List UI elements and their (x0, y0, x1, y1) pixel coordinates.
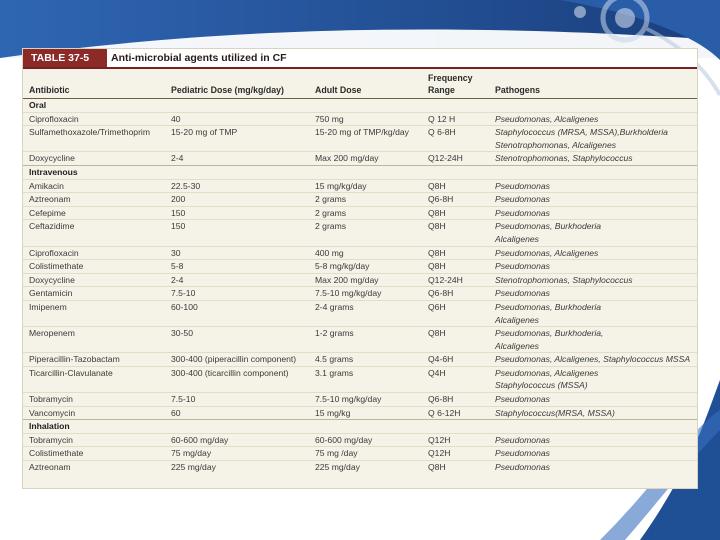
table-row (23, 433, 697, 447)
header-antibiotic: Antibiotic (23, 69, 165, 99)
section-title: Oral (29, 100, 47, 110)
cell-pediatric: 150 (165, 220, 309, 246)
pathogen-line: Pseudomonas (495, 394, 550, 405)
header-frequency-line2: Range (428, 85, 455, 95)
cell-frequency: Q6-8H (422, 193, 489, 207)
table-number-badge: TABLE 37-5 (23, 49, 107, 67)
cell-adult: 7.5-10 mg/kg/day (309, 287, 422, 301)
cell-pathogens (489, 179, 697, 193)
header-frequency (422, 69, 489, 99)
pathogen-line: Staphylococcus (MSSA) (495, 380, 588, 391)
cell-antibiotic: Colistimethate (23, 260, 165, 274)
table-row (23, 193, 697, 207)
cell-pathogens (489, 206, 697, 220)
pathogen-line: Pseudomonas (495, 261, 550, 272)
pathogen-line: Pseudomonas (495, 462, 550, 473)
table-row (23, 273, 697, 287)
pathogen-line: Pseudomonas, Alcaligenes, Staphylococcus MSSA (495, 354, 691, 365)
cell-adult: 2 grams (309, 193, 422, 207)
cell-adult: 7.5-10 mg/kg/day (309, 393, 422, 407)
cell-adult: 3.1 grams (309, 366, 422, 392)
cell-frequency: Q12-24H (422, 152, 489, 166)
cell-adult: 2-4 grams (309, 300, 422, 326)
cell-adult: 5-8 mg/kg/day (309, 260, 422, 274)
cell-pediatric: 7.5-10 (165, 393, 309, 407)
pathogen-line: Stenotrophomonas, Staphylococcus (495, 153, 633, 164)
cell-frequency: Q6-8H (422, 393, 489, 407)
pathogen-line: Pseudomonas (495, 434, 550, 445)
cell-antibiotic: Gentamicin (23, 287, 165, 301)
cell-adult: 225 mg/day (309, 461, 422, 474)
section-title: Inhalation (23, 420, 697, 434)
cell-pathogens (489, 260, 697, 274)
cell-pathogens (489, 112, 697, 126)
cell-frequency: Q8H (422, 246, 489, 260)
cell-antibiotic: Imipenem (23, 300, 165, 326)
cell-pathogens (489, 300, 697, 326)
table-body (23, 99, 697, 474)
cell-adult: 60-600 mg/day (309, 433, 422, 447)
table-title-bar (23, 49, 697, 69)
table-title: Anti-microbial agents utilized in CF (111, 52, 287, 64)
cell-frequency: Q4H (422, 366, 489, 392)
cell-frequency: Q6H (422, 300, 489, 326)
cell-frequency: Q8H (422, 179, 489, 193)
cell-adult: 2 grams (309, 206, 422, 220)
cell-frequency: Q12H (422, 433, 489, 447)
cell-adult: Max 200 mg/day (309, 273, 422, 287)
table-row (23, 353, 697, 367)
cell-antibiotic: Cefepime (23, 206, 165, 220)
pathogen-line: Pseudomonas, Alcaligenes (495, 367, 599, 378)
cell-antibiotic: Tobramycin (23, 433, 165, 447)
table-row (23, 112, 697, 126)
cell-pediatric: 2-4 (165, 152, 309, 166)
cell-pathogens (489, 220, 697, 246)
pathogen-line: Alcaligenes (495, 233, 539, 244)
pathogen-line: Pseudomonas (495, 288, 550, 299)
cell-adult: 2 grams (309, 220, 422, 246)
cell-pathogens (489, 393, 697, 407)
cell-pathogens (489, 152, 697, 166)
section-row (23, 165, 697, 179)
cell-pathogens (489, 406, 697, 420)
pathogen-line: Alcaligenes (495, 340, 539, 351)
cell-pediatric: 60 (165, 406, 309, 420)
drug-table (23, 49, 697, 488)
cell-pediatric: 22.5-30 (165, 179, 309, 193)
table-row (23, 406, 697, 420)
section-row (23, 420, 697, 434)
cell-antibiotic: Ticarcillin-Clavulanate (23, 366, 165, 392)
cell-pathogens (489, 353, 697, 367)
cell-frequency: Q12H (422, 447, 489, 461)
cell-pediatric: 300-400 (piperacillin component) (165, 353, 309, 367)
pathogen-line: Pseudomonas, Alcaligenes (495, 113, 599, 124)
cell-antibiotic: Amikacin (23, 179, 165, 193)
cell-pathogens (489, 433, 697, 447)
cell-adult: 1-2 grams (309, 327, 422, 353)
pathogen-line: Staphylococcus (MRSA, MSSA),Burkholderia (495, 127, 668, 138)
header-pediatric: Pediatric Dose (mg/kg/day) (165, 69, 309, 99)
cell-pathogens (489, 447, 697, 461)
cell-frequency: Q8H (422, 206, 489, 220)
cell-pathogens (489, 461, 697, 474)
table-row (23, 393, 697, 407)
cell-antibiotic: Vancomycin (23, 406, 165, 420)
cell-frequency: Q4-6H (422, 353, 489, 367)
header-frequency-line1: Frequency (428, 73, 473, 83)
pathogen-line: Staphylococcus(MRSA, MSSA) (495, 407, 615, 418)
cell-adult: 4.5 grams (309, 353, 422, 367)
cell-frequency: Q 12 H (422, 112, 489, 126)
cell-pediatric: 225 mg/day (165, 461, 309, 474)
cell-frequency: Q 6-12H (422, 406, 489, 420)
cell-frequency: Q 6-8H (422, 126, 489, 152)
cell-adult: Max 200 mg/day (309, 152, 422, 166)
cell-frequency: Q8H (422, 220, 489, 246)
cell-adult: 15 mg/kg (309, 406, 422, 420)
cell-frequency: Q6-8H (422, 287, 489, 301)
cell-pathogens (489, 366, 697, 392)
cell-antibiotic: Aztreonam (23, 193, 165, 207)
cell-frequency: Q8H (422, 260, 489, 274)
cell-frequency: Q12-24H (422, 273, 489, 287)
cell-pediatric: 60-100 (165, 300, 309, 326)
cell-antibiotic: Piperacillin-Tazobactam (23, 353, 165, 367)
pathogen-line: Pseudomonas, Burkhoderia, (495, 328, 604, 339)
table-row (23, 126, 697, 152)
cell-pathogens (489, 287, 697, 301)
header-row (23, 69, 697, 99)
pathogen-line: Alcaligenes (495, 314, 539, 325)
table-row (23, 179, 697, 193)
cell-frequency: Q8H (422, 461, 489, 474)
pathogen-line: Stenotrophomonas, Staphylococcus (495, 274, 633, 285)
table-row (23, 206, 697, 220)
table-row (23, 246, 697, 260)
cell-pediatric: 15-20 mg of TMP (165, 126, 309, 152)
cell-antibiotic: Colistimethate (23, 447, 165, 461)
cell-pediatric: 200 (165, 193, 309, 207)
table-row (23, 260, 697, 274)
cell-pediatric: 5-8 (165, 260, 309, 274)
pathogen-line: Stenotrophomonas, Alcaligenes (495, 139, 617, 150)
table-row (23, 327, 697, 353)
section-title: Intravenous (23, 165, 697, 179)
pathogen-line: Pseudomonas, Alcaligenes (495, 247, 599, 258)
pathogen-line: Pseudomonas (495, 194, 550, 205)
cell-pathogens (489, 327, 697, 353)
cell-antibiotic: Sulfamethoxazole/Trimethoprim (23, 126, 165, 152)
cell-adult: 75 mg /day (309, 447, 422, 461)
header-pathogens: Pathogens (489, 69, 697, 99)
cell-pathogens (489, 193, 697, 207)
cell-antibiotic: Aztreonam (23, 461, 165, 474)
cell-antibiotic: Ciprofloxacin (23, 246, 165, 260)
cell-pathogens (489, 273, 697, 287)
cell-antibiotic: Ciprofloxacin (23, 112, 165, 126)
section-row (23, 99, 697, 113)
cell-pediatric: 60-600 mg/day (165, 433, 309, 447)
cell-pediatric: 7.5-10 (165, 287, 309, 301)
pathogen-line: Pseudomonas (495, 207, 550, 218)
cell-pediatric: 150 (165, 206, 309, 220)
cell-antibiotic: Ceftazidime (23, 220, 165, 246)
table-row (23, 287, 697, 301)
cell-adult: 750 mg (309, 112, 422, 126)
antimicrobial-table (23, 69, 697, 474)
table-row (23, 366, 697, 392)
table-row (23, 220, 697, 246)
table-row (23, 300, 697, 326)
header-adult: Adult Dose (309, 69, 422, 99)
cell-adult: 15 mg/kg/day (309, 179, 422, 193)
pathogen-line: Pseudomonas, Burkhoderia (495, 301, 602, 312)
cell-pediatric: 40 (165, 112, 309, 126)
cell-frequency: Q8H (422, 327, 489, 353)
cell-antibiotic: Tobramycin (23, 393, 165, 407)
cell-adult: 15-20 mg of TMP/kg/day (309, 126, 422, 152)
cell-pediatric: 30-50 (165, 327, 309, 353)
cell-adult: 400 mg (309, 246, 422, 260)
cell-antibiotic: Doxycycline (23, 152, 165, 166)
pathogen-line: Pseudomonas (495, 180, 550, 191)
pathogen-line: Pseudomonas (495, 448, 550, 459)
cell-antibiotic: Meropenem (23, 327, 165, 353)
cell-antibiotic: Doxycycline (23, 273, 165, 287)
cell-pediatric: 2-4 (165, 273, 309, 287)
table-row (23, 461, 697, 474)
cell-pathogens (489, 126, 697, 152)
cell-pediatric: 30 (165, 246, 309, 260)
table-row (23, 152, 697, 166)
table-row (23, 447, 697, 461)
cell-pediatric: 75 mg/day (165, 447, 309, 461)
cell-pathogens (489, 246, 697, 260)
pathogen-line: Pseudomonas, Burkhoderia (495, 221, 602, 232)
cell-pediatric: 300-400 (ticarcillin component) (165, 366, 309, 392)
